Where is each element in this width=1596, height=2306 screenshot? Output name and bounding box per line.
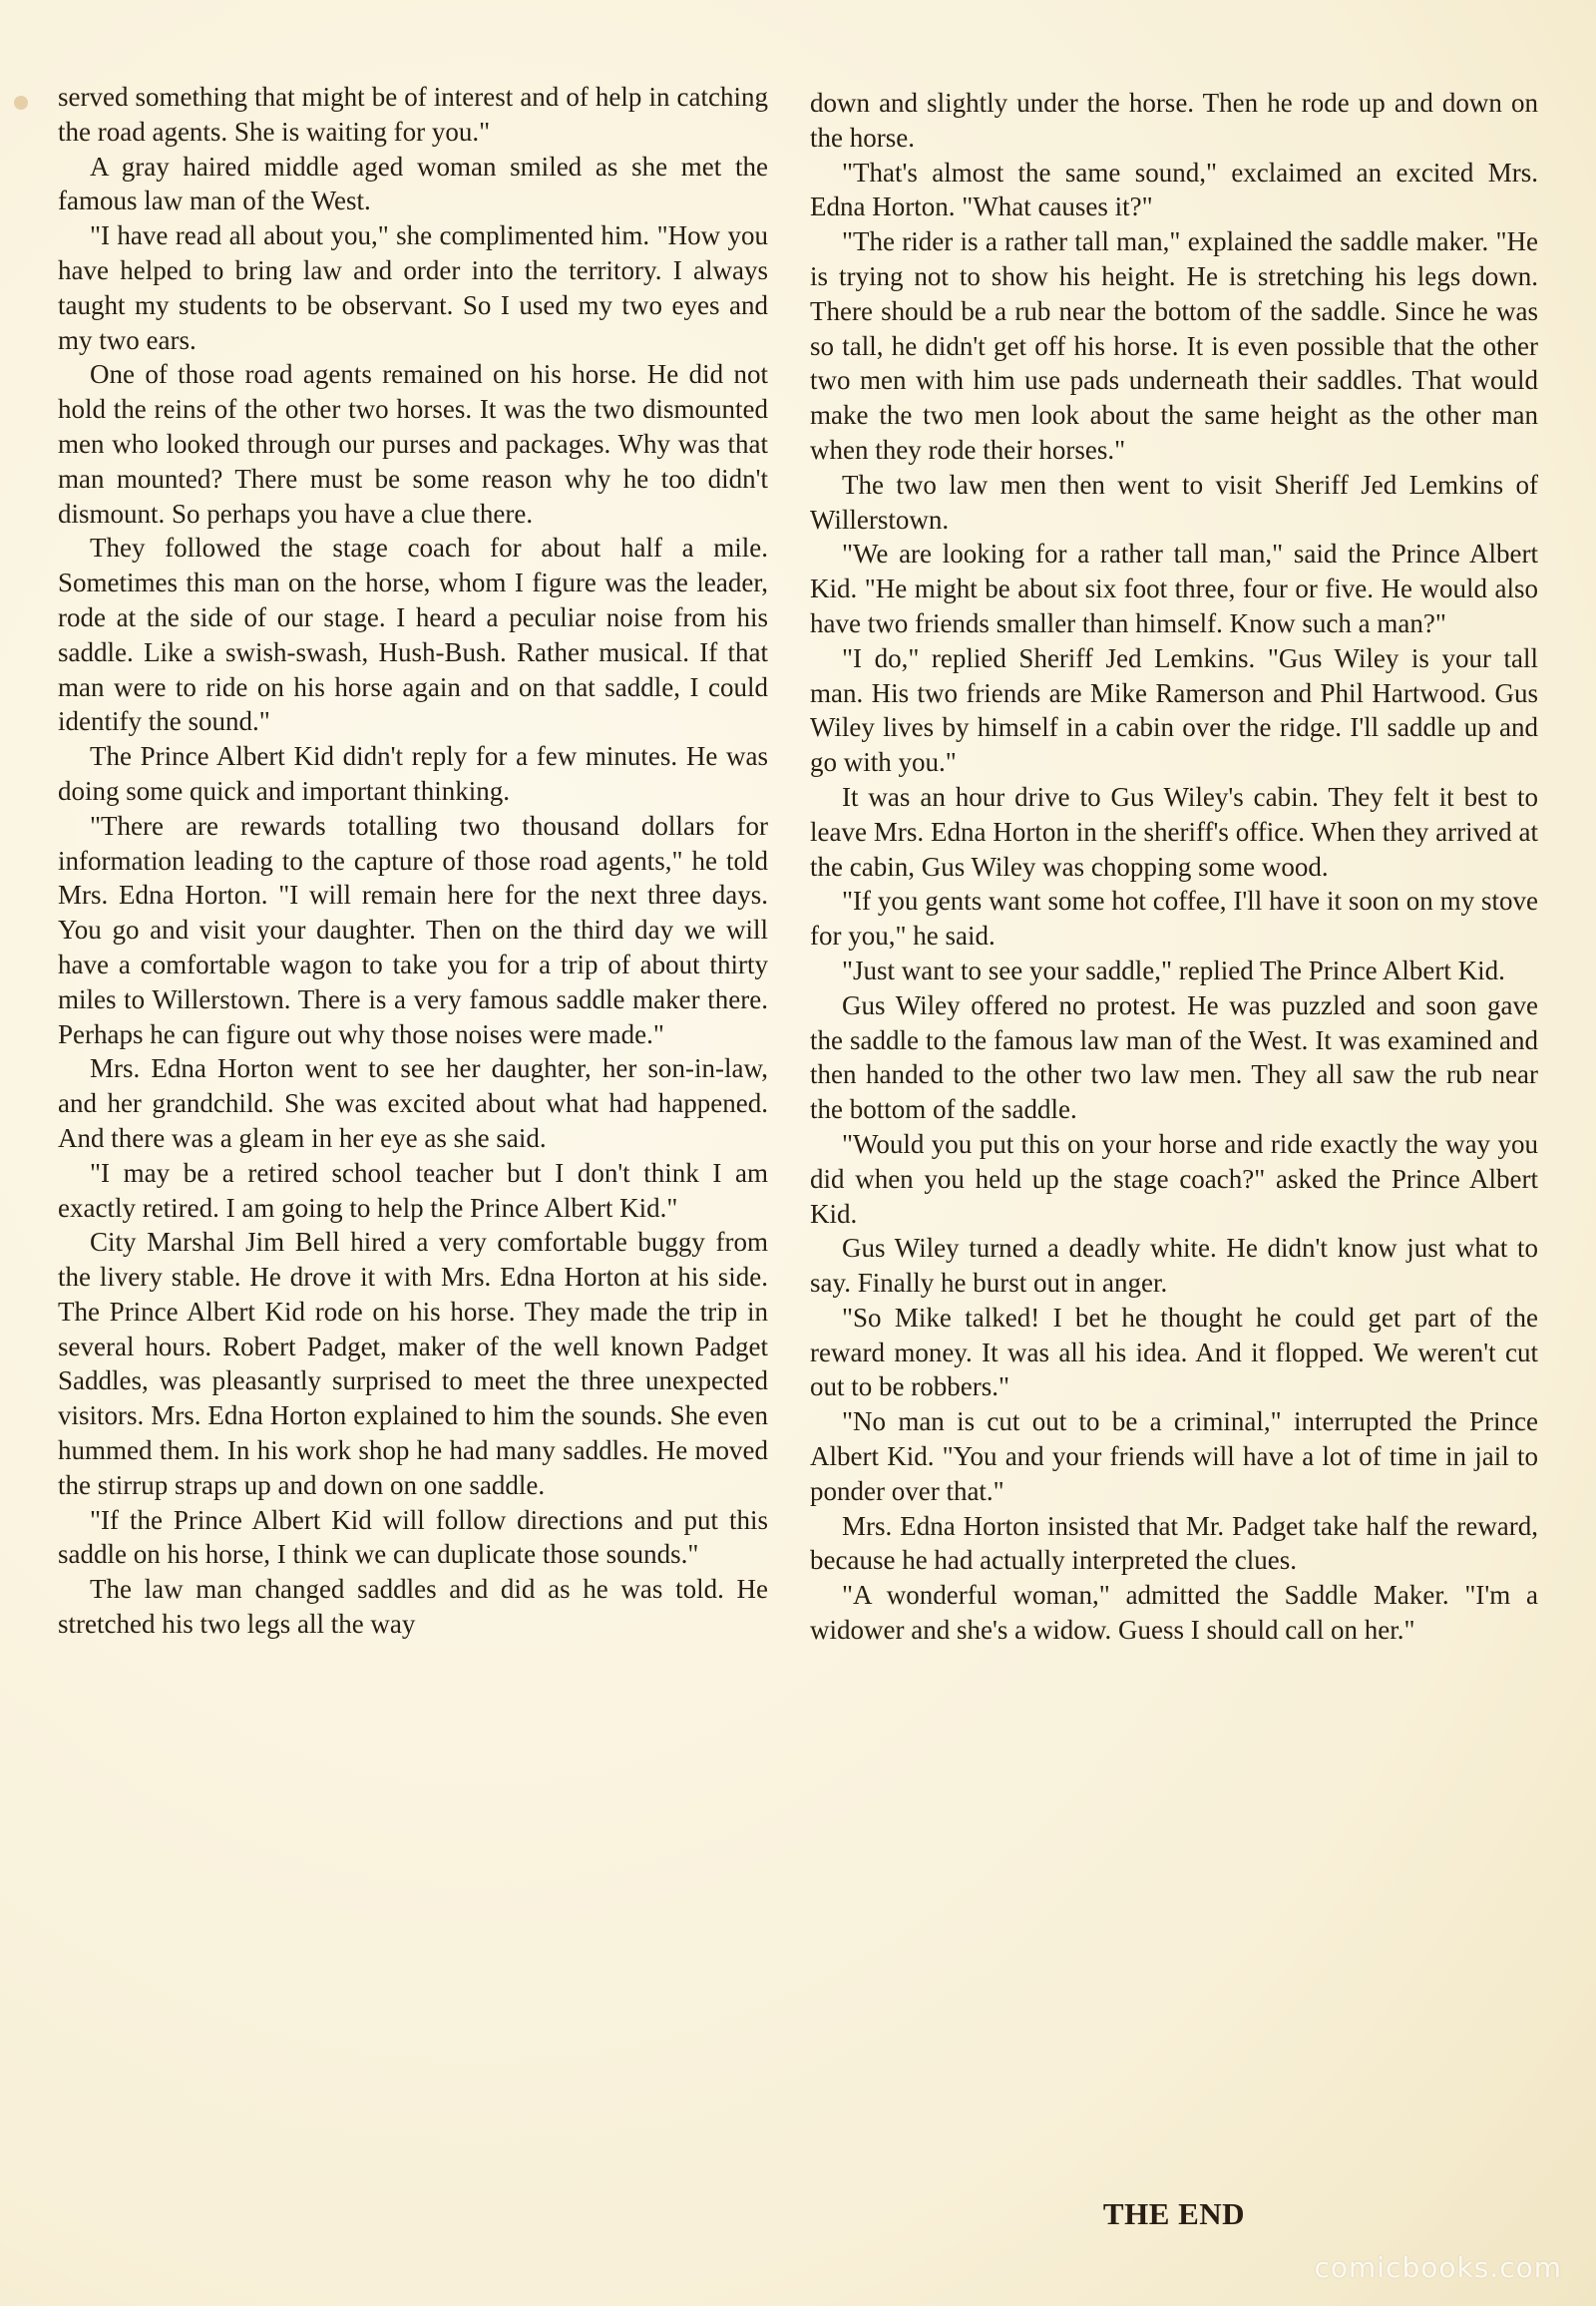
paragraph: "I may be a retired school teacher but I don't think I am exactly retired. I am going to help the Prince Albert Kid." xyxy=(58,1157,768,1223)
paragraph: "No man is cut out to be a criminal," interrupted the Prince Albert Kid. "You and your friends will have a lot of time in jail to ponder over that." xyxy=(810,1406,1538,1506)
paragraph: One of those road agents remained on his horse. He did not hold the reins of the other two horses. It was the two dismounted men who looked through our purses and packages. Why was that man mounted? There must be some reason why he too didn't dismount. So perhaps you have a clue there. xyxy=(58,359,768,529)
ink-spot xyxy=(14,96,28,110)
paragraph: "A wonderful woman," admitted the Saddle Maker. "I'm a widower and she's a widow. Guess I should call on her." xyxy=(810,1580,1538,1646)
paragraph: Mrs. Edna Horton insisted that Mr. Padget take half the reward, because he had actually interpreted the clues. xyxy=(810,1510,1538,1576)
paragraph: "That's almost the same sound," exclaimed an excited Mrs. Edna Horton. "What causes it?" xyxy=(810,157,1538,222)
paragraph: "I do," replied Sheriff Jed Lemkins. "Gus Wiley is your tall man. His two friends are Mike Ramerson and Phil Hartwood. Gus Wiley lives by himself in a cabin over the ridge. I'll saddle up and go with you." xyxy=(810,642,1538,778)
left-text-column xyxy=(58,80,768,1642)
paragraph: down and slightly under the horse. Then he rode up and down on the horse. xyxy=(810,88,1538,153)
right-text-column xyxy=(810,86,1538,1648)
paragraph: "We are looking for a rather tall man," said the Prince Albert Kid. "He might be about six foot three, four or five. He would also have two friends smaller than himself. Know such a man?" xyxy=(810,539,1538,638)
paragraph: "Would you put this on your horse and ride exactly the way you did when you held up the stage coach?" asked the Prince Albert Kid. xyxy=(810,1128,1538,1229)
site-watermark: comicbooks.com xyxy=(1314,2251,1562,2284)
paragraph: "So Mike talked! I bet he thought he could get part of the reward money. It was all his idea. And it flopped. We weren't cut out to be robbers." xyxy=(810,1302,1538,1402)
paragraph: served something that might be of interest and of help in catching the road agents. She is waiting for you." xyxy=(58,82,768,147)
the-end-heading: THE END xyxy=(1102,2196,1246,2231)
paragraph: The Prince Albert Kid didn't reply for a few minutes. He was doing some quick and important thinking. xyxy=(58,741,768,806)
paragraph: "If you gents want some hot coffee, I'll have it soon on my stove for you," he said. xyxy=(810,886,1538,952)
paragraph: "If the Prince Albert Kid will follow directions and put this saddle on his horse, I think we can duplicate those sounds." xyxy=(58,1504,768,1570)
paragraph: "The rider is a rather tall man," explained the saddle maker. "He is trying not to show his height. He is stretching his legs down. There should be a rub near the bottom of the saddle. Since he was so tall, he didn't get off his horse. It is even possible that the other two men with him use pads underneath their saddles. That would make the two men look about the same height as the other man when they rode their horses." xyxy=(810,226,1538,465)
paragraph: "I have read all about you," she complimented him. "How you have helped to bring law and order into the territory. I always taught my students to be observant. So I used my two eyes and my two ears. xyxy=(58,220,768,355)
paragraph: A gray haired middle aged woman smiled as she met the famous law man of the West. xyxy=(58,151,768,216)
paragraph: Mrs. Edna Horton went to see her daughter, her son-in-law, and her grandchild. She was excited about what had happened. And there was a gleam in her eye as she said. xyxy=(58,1053,768,1153)
paragraph: The law man changed saddles and did as he was told. He stretched his two legs all the way xyxy=(58,1574,768,1640)
paragraph: Gus Wiley offered no protest. He was puzzled and soon gave the saddle to the famous law man of the West. It was examined and then handed to the other two law men. They all saw the rub near the bottom of the saddle. xyxy=(810,989,1538,1125)
paragraph: City Marshal Jim Bell hired a very comfortable buggy from the livery stable. He drove it with Mrs. Edna Horton at his side. The Prince Albert Kid rode on his horse. They made the trip in several hours. Robert Padget, maker of the well known Padget Saddles, was pleasantly surprised to meet the three unexpected visitors. Mrs. Edna Horton explained to him the sounds. She even hummed them. In his work shop he had many saddles. He moved the stirrup straps up and down on one saddle. xyxy=(58,1227,768,1500)
paragraph: They followed the stage coach for about half a mile. Sometimes this man on the horse, whom I figure was the leader, rode at the side of our stage. I heard a peculiar noise from his saddle. Like a swish-swash, Hush-Bush. Rather musical. If that man were to ride on his horse again and on that saddle, I could identify the sound." xyxy=(58,533,768,737)
paragraph: Gus Wiley turned a deadly white. He didn't know just what to say. Finally he burst out in anger. xyxy=(810,1233,1538,1299)
paragraph: "There are rewards totalling two thousand dollars for information leading to the capture of those road agents," he told Mrs. Edna Horton. "I will remain here for the next three days. You go and visit your daughter. Then on the third day we will have a comfortable wagon to take you for a trip of about thirty miles to Willerstown. There is a very famous saddle maker there. Perhaps he can figure out why those noises were made." xyxy=(58,810,768,1049)
paragraph: The two law men then went to visit Sheriff Jed Lemkins of Willerstown. xyxy=(810,469,1538,535)
paragraph: It was an hour drive to Gus Wiley's cabin. They felt it best to leave Mrs. Edna Horton in the sheriff's office. When they arrived at the cabin, Gus Wiley was chopping some wood. xyxy=(810,781,1538,882)
paragraph: "Just want to see your saddle," replied The Prince Albert Kid. xyxy=(842,955,1505,985)
